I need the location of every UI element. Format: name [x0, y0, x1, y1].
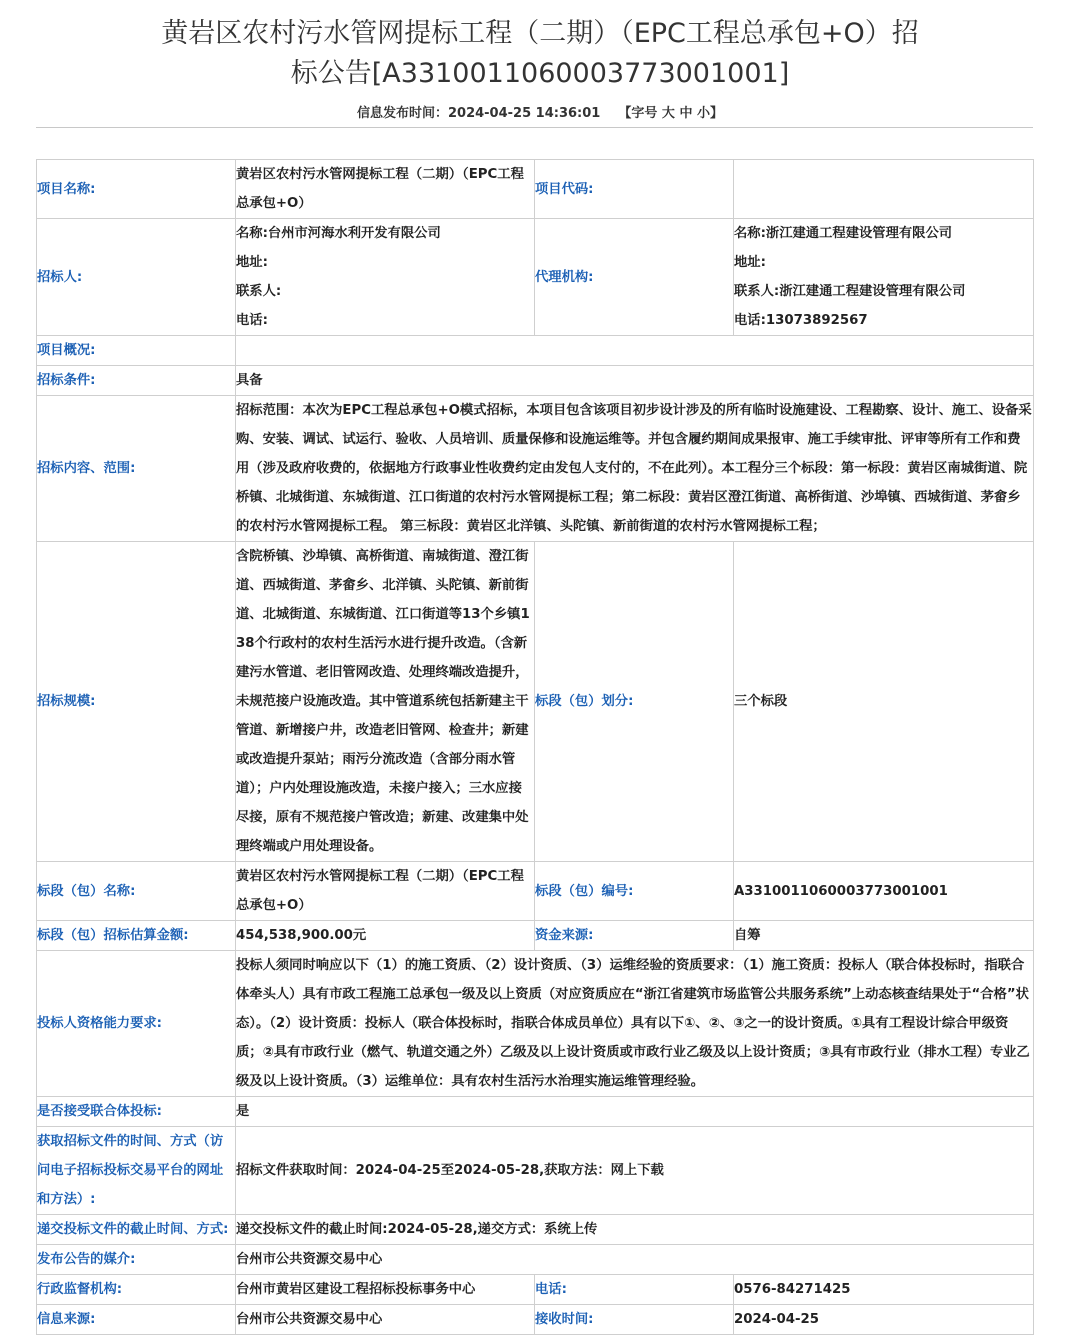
table-row: [37, 1215, 1034, 1245]
font-large-link[interactable]: 大: [661, 106, 675, 121]
condition-label: 招标条件:: [37, 366, 236, 396]
phone-label: 电话:: [535, 1275, 734, 1305]
table-row: [37, 366, 1034, 396]
project-name: 黄岩区农村污水管网提标工程（二期）（EPC工程总承包+O）: [236, 160, 535, 219]
receive-label: 接收时间:: [535, 1305, 734, 1335]
tenderer-name: 名称:台州市河海水利开发有限公司: [236, 226, 441, 241]
obtain-label: 获取招标文件的时间、方式（访问电子招标投标交易平台的网址和方法）:: [37, 1127, 236, 1215]
media: 台州市公共资源交易中心: [236, 1245, 1034, 1275]
phone: 0576-84271425: [734, 1275, 1034, 1305]
fund: 自筹: [734, 921, 1034, 951]
project-name-label: 项目名称:: [37, 160, 236, 219]
section-no: A3310011060003773001001: [734, 862, 1034, 921]
table-row: [37, 1275, 1034, 1305]
qualification-label: 投标人资格能力要求:: [37, 951, 236, 1097]
agency-address: 地址:: [734, 255, 766, 270]
publish-meta: [0, 102, 1080, 121]
overview: [236, 336, 1034, 366]
tenderer-label: 招标人:: [37, 219, 236, 336]
condition: 具备: [236, 366, 1034, 396]
table-row: [37, 1245, 1034, 1275]
table-row: [37, 1127, 1034, 1215]
source: 台州市公共资源交易中心: [236, 1305, 535, 1335]
table-row: [37, 336, 1034, 366]
division: 三个标段: [734, 542, 1034, 862]
tenderer-phone: 电话:: [236, 313, 268, 328]
table-row: [37, 219, 1034, 336]
qualification: 投标人须同时响应以下（1）的施工资质、（2）设计资质、（3）运维经验的资质要求：（1）施工资质：投标人（联合体投标时，指联合体牵头人）具有市政工程施工总承包一级及以上资质（对应资质应在“浙江省建筑市场监管公共服务系统”上动态核查结果处于“合格”状态）。（2）设计资质：投标人（联合体投标时，指联合体成员单位）具有以下①、②、③之一的设计资质。①具有工程设计综合甲级资质；②具有市政行业（燃气、轨道交通之外）乙级及以上设计资质或市政行业乙级及以上设计资质；③具有市政行业（排水工程）专业乙级及以上设计资质。（3）运维单位：具有农村生活污水治理实施运维管理经验。: [236, 951, 1034, 1097]
table-row: [37, 951, 1034, 1097]
table-row: [37, 921, 1034, 951]
size-label: 招标规模:: [37, 542, 236, 862]
tenderer-info: [236, 219, 535, 336]
font-size-close: 】: [710, 106, 724, 121]
tenderer-address: 地址:: [236, 255, 268, 270]
font-size-label: 【字号: [618, 106, 658, 121]
amount-label: 标段（包）招标估算金额:: [37, 921, 236, 951]
table-row: [37, 1097, 1034, 1127]
scope-label: 招标内容、范围:: [37, 396, 236, 542]
tenderer-contact: 联系人:: [236, 284, 282, 299]
publish-time-label: 信息发布时间：: [356, 106, 448, 121]
agency-label: 代理机构:: [535, 219, 734, 336]
agency-info: [734, 219, 1034, 336]
scope: 招标范围：本次为EPC工程总承包+O模式招标，本项目包含该项目初步设计涉及的所有临时设施建设、工程勘察、设计、施工、设备采购、安装、调试、试运行、验收、人员培训、质量保修和设施运维等。并包含履约期间成果报审、施工手续审批、评审等所有工作和费用（涉及政府收费的，依据地方行政事业性收费约定由发包人支付的，不在此列）。本工程分三个标段：第一标段：黄岩区南城街道、院桥镇、北城街道、东城街道、江口街道的农村污水管网提标工程；第二标段：黄岩区澄江街道、高桥街道、沙埠镇、西城街道、茅畲乡的农村污水管网提标工程。 第三标段：黄岩区北洋镇、头陀镇、新前街道的农村污水管网提标工程；: [236, 396, 1034, 542]
overview-label: 项目概况:: [37, 336, 236, 366]
table-row: [37, 542, 1034, 862]
section-name-label: 标段（包）名称:: [37, 862, 236, 921]
tender-info-table: [36, 159, 1034, 1335]
media-label: 发布公告的媒介:: [37, 1245, 236, 1275]
table-row: [37, 862, 1034, 921]
table-row: [37, 160, 1034, 219]
fund-label: 资金来源:: [535, 921, 734, 951]
agency-phone: 电话:13073892567: [734, 313, 868, 328]
section-name: 黄岩区农村污水管网提标工程（二期）（EPC工程总承包+O）: [236, 862, 535, 921]
size: 含院桥镇、沙埠镇、高桥街道、南城街道、澄江街道、西城街道、茅畲乡、北洋镇、头陀镇、新前街道、北城街道、东城街道、江口街道等13个乡镇138个行政村的农村生活污水进行提升改造。（含新建污水管道、老旧管网改造、处理终端改造提升，未规范接户设施改造。其中管道系统包括新建主干管道、新增接户井，改造老旧管网、检查井；新建或改造提升泵站；雨污分流改造（含部分雨水管道）；户内处理设施改造，未接户接入；三水应接尽接，原有不规范接户管改造；新建、改建集中处理终端或户用处理设备。: [236, 542, 535, 862]
amount: 454,538,900.00元: [236, 921, 535, 951]
project-code: [734, 160, 1034, 219]
consortium: 是: [236, 1097, 1034, 1127]
section-no-label: 标段（包）编号:: [535, 862, 734, 921]
supervisor-label: 行政监督机构:: [37, 1275, 236, 1305]
publish-time: 2024-04-25 14:36:01: [447, 106, 601, 121]
project-code-label: 项目代码:: [535, 160, 734, 219]
receive: 2024-04-25: [734, 1305, 1034, 1335]
page-title-text: 黄岩区农村污水管网提标工程（二期）（EPC工程总承包+O）招标公告[A3310011060003773001001]: [161, 18, 919, 89]
divider: [36, 127, 1033, 128]
source-label: 信息来源:: [37, 1305, 236, 1335]
supervisor: 台州市黄岩区建设工程招标投标事务中心: [236, 1275, 535, 1305]
consortium-label: 是否接受联合体投标:: [37, 1097, 236, 1127]
table-row: [37, 396, 1034, 542]
table-row: [37, 1305, 1034, 1335]
obtain: 招标文件获取时间：2024-04-25至2024-05-28,获取方法：网上下载: [236, 1127, 1034, 1215]
deadline: 递交投标文件的截止时间:2024-05-28,递交方式：系统上传: [236, 1215, 1034, 1245]
font-medium-link[interactable]: 中: [679, 106, 693, 121]
font-small-link[interactable]: 小: [696, 106, 710, 121]
page-title: [0, 14, 1080, 94]
deadline-label: 递交投标文件的截止时间、方式:: [37, 1215, 236, 1245]
division-label: 标段（包）划分:: [535, 542, 734, 862]
agency-name: 名称:浙江建通工程建设管理有限公司: [734, 226, 953, 241]
agency-contact: 联系人:浙江建通工程建设管理有限公司: [734, 284, 966, 299]
